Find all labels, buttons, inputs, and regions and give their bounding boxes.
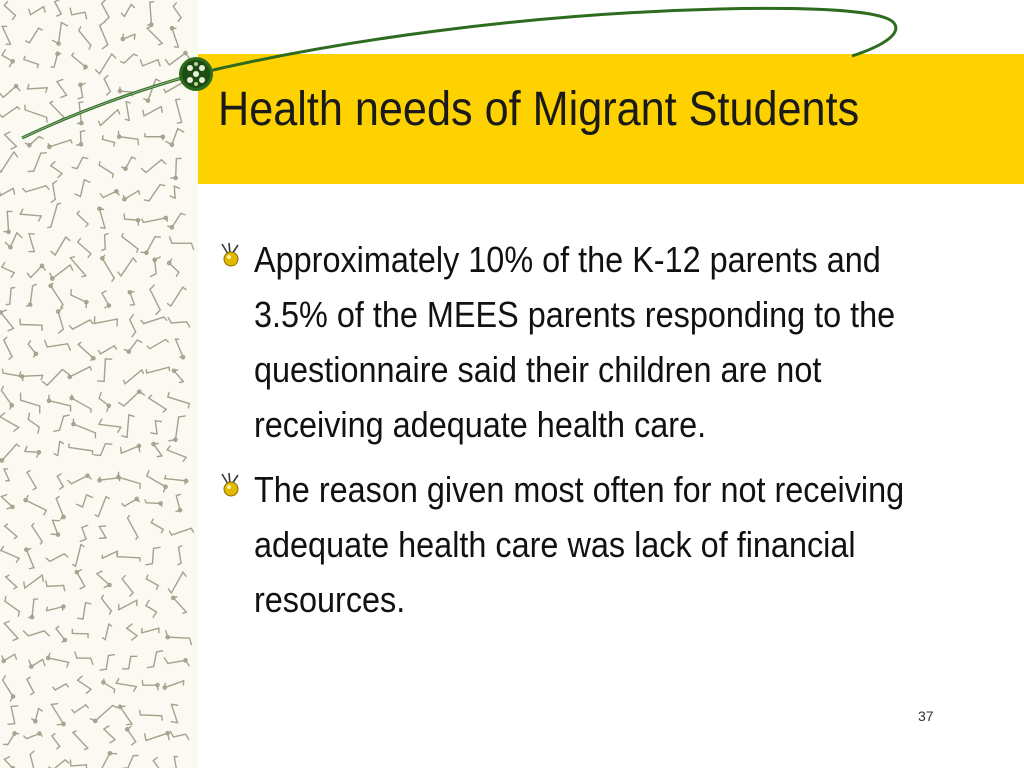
bullet-item [216, 462, 956, 627]
side-pattern-panel [0, 0, 198, 768]
sprout-bullet-icon [216, 242, 246, 268]
bullet-list [216, 232, 956, 637]
sprout-bullet-icon [216, 472, 246, 498]
slide-title: Health needs of Migrant Students [218, 83, 860, 136]
bullet-text: Approximately 10% of the K-12 parents and 3.5% of the MEES parents responding to the questionnaire said their children are not receiving adequate health care. [254, 239, 896, 445]
slide-number: 37 [918, 708, 934, 724]
decorative-pattern [0, 0, 198, 768]
bullet-text: The reason given most often for not receiving adequate health care was lack of financial resources. [254, 469, 905, 620]
bullet-item [216, 232, 956, 452]
